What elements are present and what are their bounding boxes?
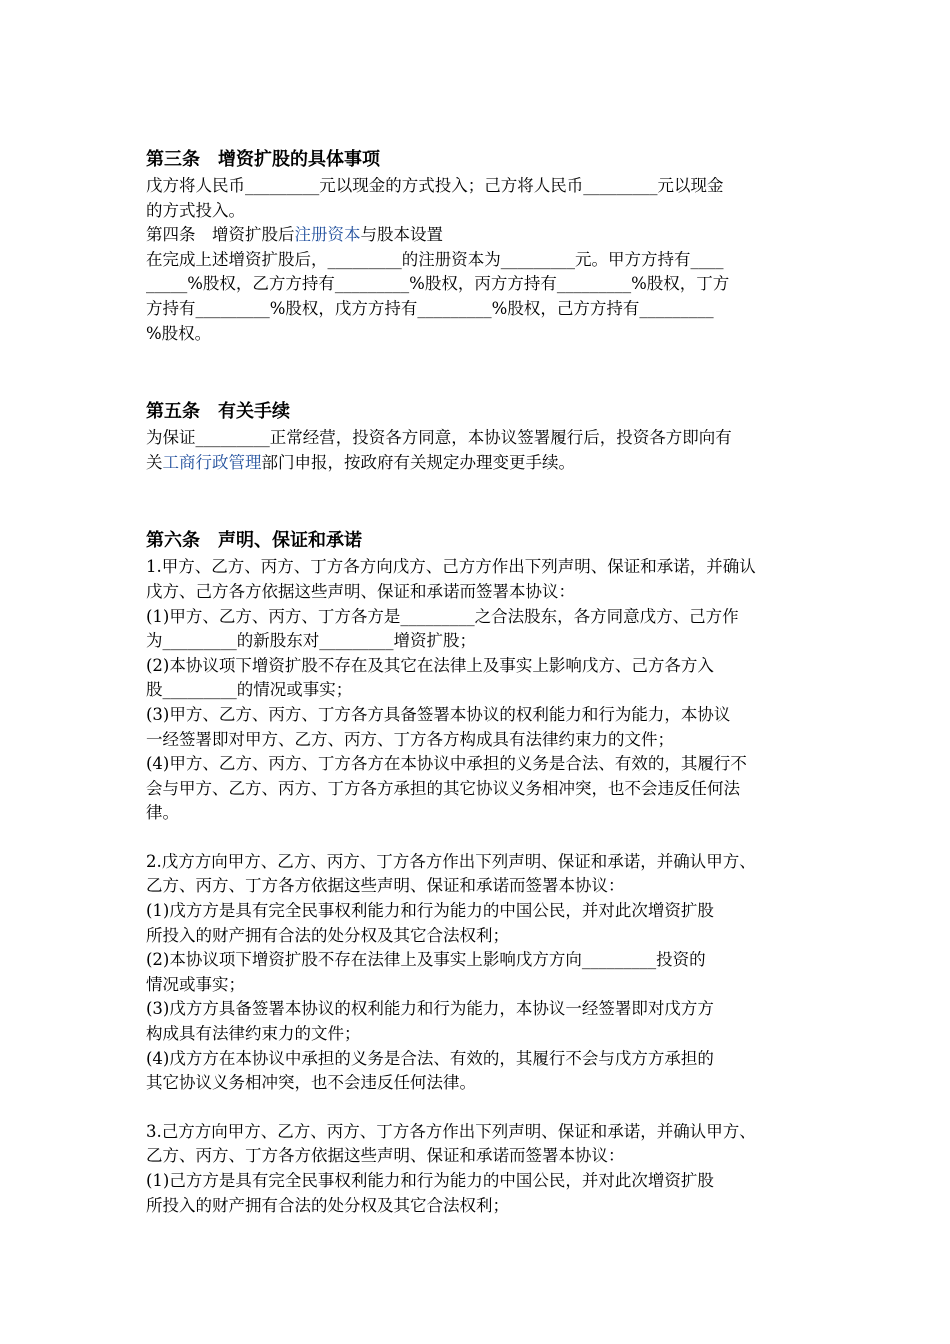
- s6-p2-line: 2.戊方方向甲方、乙方、丙方、丁方各方作出下列声明、保证和承诺，并确认甲方、: [146, 851, 756, 871]
- section-4-heading: [146, 223, 810, 248]
- s6-p3-line: (1)己方方是具有完全民事权利能力和行为能力的中国公民，并对此次增资扩股: [146, 1171, 714, 1190]
- business-admin-link[interactable]: 工商行政管理: [162, 452, 262, 472]
- s6-p1-line: 股_________的情况或事实；: [146, 680, 353, 700]
- s6-p1-line: 律。: [146, 803, 179, 823]
- s6-p1-line: (3)甲方、乙方、丙方、丁方各方具备签署本协议的权利能力和行为能力，本协议: [146, 704, 731, 724]
- document-page: [146, 146, 810, 1218]
- section-4-line: 方持有_________%股权，戊方方持有_________%股权，己方方持有_________: [146, 298, 714, 318]
- s6-p2-line: 所投入的财产拥有合法的处分权及其它合法权利；: [146, 925, 509, 945]
- s6-p1-line: (1)甲方、乙方、丙方、丁方各方是_________之合法股东，各方同意戊方、己方作: [146, 606, 739, 626]
- s6-p3-line: 3.己方方向甲方、乙方、丙方、丁方各方作出下列声明、保证和承诺，并确认甲方、: [146, 1121, 756, 1141]
- s6-p1-line: 一经签署即对甲方、乙方、丙方、丁方各方构成具有法律约束力的文件；: [146, 729, 674, 749]
- s6-p2-line: (4)戊方方在本协议中承担的义务是合法、有效的，其履行不会与戊方方承担的: [146, 1048, 714, 1068]
- registered-capital-link[interactable]: 注册资本: [294, 225, 361, 245]
- section-5-text: 关: [146, 452, 163, 472]
- s6-p2-line: 情况或事实；: [146, 974, 245, 994]
- section-5-line: [146, 451, 810, 476]
- section-5-line: 为保证_________正常经营，投资各方同意，本协议签署履行后，投资各方即向有: [146, 428, 732, 448]
- s6-p1-line: (4)甲方、乙方、丙方、丁方各方在本协议中承担的义务是合法、有效的，其履行不: [146, 754, 747, 774]
- s6-p1-line: 1.甲方、乙方、丙方、丁方各方向戊方、己方方作出下列声明、保证和承诺，并确认: [146, 557, 756, 577]
- section-4-line: 在完成上述增资扩股后，_________的注册资本为_________元。甲方方持有____: [146, 249, 724, 269]
- section-5-heading: 第五条 有关手续: [146, 401, 290, 423]
- s6-p3-line: 乙方、丙方、丁方各方依据这些声明、保证和承诺而签署本协议：: [146, 1146, 625, 1166]
- section-3-heading: 第三条 增资扩股的具体事项: [146, 149, 380, 170]
- s6-p2-line: 乙方、丙方、丁方各方依据这些声明、保证和承诺而签署本协议：: [146, 876, 625, 896]
- s6-p1-line: 会与甲方、乙方、丙方、丁方各方承担的其它协议义务相冲突，也不会违反任何法: [146, 778, 740, 798]
- section-4-line: _____%股权，乙方方持有_________%股权，丙方方持有_________%股权，丁方: [146, 274, 730, 294]
- section-4-line: %股权。: [146, 323, 212, 343]
- section-4-heading-text: 与股本设置: [360, 225, 443, 245]
- s6-p3-line: 所投入的财产拥有合法的处分权及其它合法权利；: [146, 1195, 509, 1215]
- section-3-line: 戊方将人民币_________元以现金的方式投入；己方将人民币_________元以现金: [146, 176, 724, 195]
- s6-p2-line: (3)戊方方具备签署本协议的权利能力和行为能力，本协议一经签署即对戊方方: [146, 999, 714, 1019]
- s6-p2-line: (1)戊方方是具有完全民事权利能力和行为能力的中国公民，并对此次增资扩股: [146, 901, 714, 921]
- s6-p1-line: 戊方、己方各方依据这些声明、保证和承诺而签署本协议：: [146, 581, 575, 601]
- section-3-line: 的方式投入。: [146, 200, 245, 220]
- s6-p2-line: 其它协议义务相冲突，也不会违反任何法律。: [146, 1073, 476, 1093]
- section-4-heading-text: 第四条 增资扩股后: [146, 225, 295, 245]
- s6-p2-line: (2)本协议项下增资扩股不存在法律上及事实上影响戊方方向_________投资的: [146, 950, 706, 970]
- section-6-heading: 第六条 声明、保证和承诺: [146, 530, 362, 552]
- s6-p2-line: 构成具有法律约束力的文件；: [146, 1024, 361, 1044]
- s6-p1-line: 为_________的新股东对_________增资扩股；: [146, 631, 476, 651]
- section-5-text: 部门申报，按政府有关规定办理变更手续。: [261, 452, 575, 472]
- s6-p1-line: (2)本协议项下增资扩股不存在及其它在法律上及事实上影响戊方、己方各方入: [146, 655, 714, 675]
